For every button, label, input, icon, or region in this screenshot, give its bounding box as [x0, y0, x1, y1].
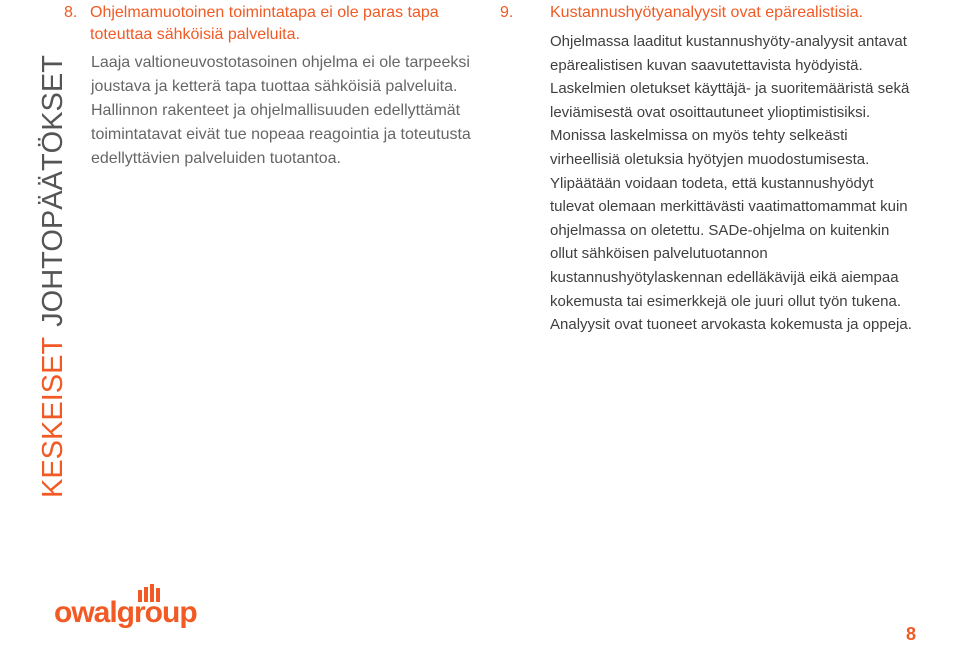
- section-title-keskeiset: KESKEISET: [37, 336, 69, 498]
- section-title-johtopaatokset: JOHTOPÄÄTÖKSET: [37, 55, 69, 327]
- finding-9-number: 9.: [500, 4, 514, 21]
- finding-8-title: Ohjelmamuotoinen toimintatapa ei ole paras tapa toteuttaa sähköisiä palveluita.: [90, 4, 439, 43]
- owalgroup-logo: [52, 584, 222, 634]
- finding-8-heading: [64, 2, 484, 46]
- left-column: [64, 2, 484, 171]
- page-number: 8: [906, 624, 917, 644]
- finding-8-body: Laaja valtioneuvostotasoinen ohjelma ei ole tarpeeksi joustava ja ketterä tapa tuottaa sähköisiä palveluita. Hallinnon rakenteet ja ohjelmallisuuden edellyttämät toimintatavat eivät tue nopeaa reagointia ja toteutusta edellyttävien palveluiden tuotantoa.: [91, 54, 471, 167]
- logo-wordmark: owalgroup: [54, 596, 197, 629]
- right-column: [500, 2, 930, 337]
- finding-9-body: Ohjelmassa laaditut kustannushyöty-analyysit antavat epärealistisen kuvan saavutettavista hyödyistä. Laskelmien oletukset käyttäjä- ja suoritemääristä sekä leviämisestä ovat osoittautuneet ylioptimistisiksi. Monissa laskelmissa on myös tehty selkeästi virheellisiä oletuksia hyötyjen muodostumisesta. Ylipäätään voidaan todeta, että kustannushyödyt tulevat olemaan merkittävästi vaatimattomammat kuin ohjelmassa on oletettu. SADe-ohjelma on kuitenkin ollut sähköisen palvelutuotannon kustannushyötylaskennan edelläkävijä eikä aiempaa kokemusta tai esimerkkejä ole juuri ollut työn tukena. Analyysit ovat tuoneet arvokasta kokemusta ja oppeja.: [550, 33, 912, 334]
- owalgroup-logo-graphic: [52, 584, 222, 634]
- finding-8-number: 8.: [64, 4, 78, 21]
- finding-9-title: Kustannushyötyanalyysit ovat epärealistisia.: [550, 4, 864, 21]
- finding-9-heading: [500, 2, 930, 24]
